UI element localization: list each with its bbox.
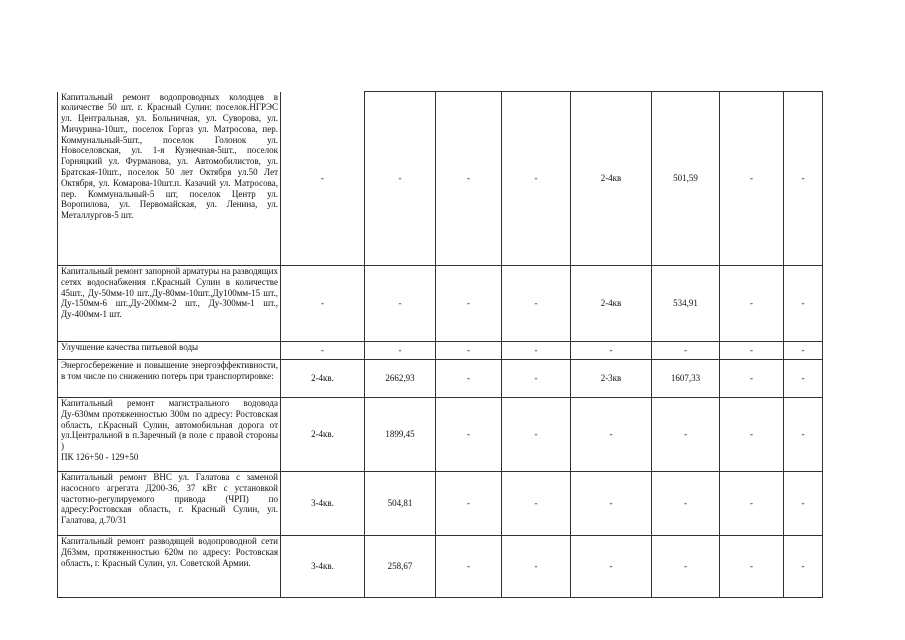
- table-cell: 1607,33: [652, 360, 720, 398]
- table-row: [58, 536, 823, 598]
- table-cell: 504,81: [365, 472, 436, 536]
- table-cell: -: [652, 536, 720, 598]
- row-description: Улучшение качества питьевой воды: [58, 342, 281, 360]
- row-description: Капитальный ремонт запорной арматуры на разводящих сетях водоснабжения г.Красный Сулин в количестве 45шт., Ду-50мм-10 шт.,Ду-80мм-10шт.,Ду100мм-15 шт., Ду-150мм-6 шт.,Ду-200мм-2 шт., Ду-300мм-1 шт., Ду-400мм-1 шт.: [58, 266, 281, 342]
- table-cell: -: [720, 398, 784, 472]
- table-cell: 501,59: [652, 92, 720, 266]
- table-row: [58, 360, 823, 398]
- table-cell: 258,67: [365, 536, 436, 598]
- table-cell: -: [502, 92, 571, 266]
- table-cell: -: [436, 266, 502, 342]
- table-cell: -: [784, 472, 823, 536]
- investment-program-table: [57, 91, 823, 598]
- table-row: [58, 92, 823, 266]
- table-cell: 3-4кв.: [281, 472, 365, 536]
- table-cell: 2-4кв: [571, 92, 652, 266]
- table-cell: 2-4кв: [571, 266, 652, 342]
- table-row: [58, 342, 823, 360]
- table-cell: 1899,45: [365, 398, 436, 472]
- table-cell: -: [571, 342, 652, 360]
- table-cell: -: [436, 536, 502, 598]
- table-cell: 2-3кв: [571, 360, 652, 398]
- table-cell: -: [502, 266, 571, 342]
- table-cell: -: [281, 342, 365, 360]
- table-cell: -: [784, 266, 823, 342]
- table-cell: 534,91: [652, 266, 720, 342]
- table-cell: -: [720, 536, 784, 598]
- table-cell: 2662,93: [365, 360, 436, 398]
- table-cell: 3-4кв.: [281, 536, 365, 598]
- row-description: Капитальный ремонт магистрального водовода Ду-630мм протяженностью 300м по адресу: Ростовская область, г.Красный Сулин, автомобильная дорога от ул.Центральной в п.Заречный (в поле с правой стороны ) ПК 126+50 - 129+50: [58, 398, 281, 472]
- table-cell: -: [502, 360, 571, 398]
- table-cell: -: [652, 398, 720, 472]
- table-cell: -: [784, 92, 823, 266]
- table-row: [58, 398, 823, 472]
- table-cell: -: [571, 472, 652, 536]
- table-cell: 2-4кв.: [281, 398, 365, 472]
- table-cell: -: [784, 536, 823, 598]
- table-cell: -: [281, 266, 365, 342]
- table-cell: -: [436, 472, 502, 536]
- table-cell: -: [365, 92, 436, 266]
- table-cell: -: [720, 360, 784, 398]
- table-cell: -: [571, 536, 652, 598]
- table-cell: -: [436, 342, 502, 360]
- table-cell: -: [365, 342, 436, 360]
- table-cell: -: [502, 536, 571, 598]
- table-cell: -: [436, 92, 502, 266]
- table-cell: -: [784, 360, 823, 398]
- table-cell: -: [502, 342, 571, 360]
- table-cell: -: [365, 266, 436, 342]
- table-cell: -: [502, 472, 571, 536]
- table-cell: -: [436, 398, 502, 472]
- table-cell: -: [720, 342, 784, 360]
- table-cell: -: [720, 266, 784, 342]
- row-description: Капитальный ремонт водопроводных колодцев в количестве 50 шт. г. Красный Сулин: поселок.НГРЭС ул. Центральная, ул. Больничная, ул. Суворова, ул. Мичурина-10шт., поселок Горгаз ул. Матросова, пер. Коммунальный-5шт., поселок Голонок ул. Новоселовская, ул. 1-я Кузнечная-5шт., поселок Горняцкий ул. Фурманова, ул. Автомобилистов, ул. Братская-10шт., поселок 50 лет Октября ул.50 Лет Октября, ул. Комарова-10шт.п. Казачий ул. Матросова, пер. Коммунальный-5 шт, поселок Центр ул. Воропилова, ул. Первомайская, ул. Ленина, ул. Металлургов-5 шт.: [58, 92, 281, 266]
- table-cell: -: [720, 472, 784, 536]
- row-description: Энергосбережение и повышение энергоэффективности, в том числе по снижению потерь при транспортировке:: [58, 360, 281, 398]
- row-description: Капитальный ремонт разводящей водопроводной сети Д63мм, протяженностью 620м по адресу: Ростовская область, г. Красный Сулин, ул. Советской Армии.: [58, 536, 281, 598]
- table-cell: -: [784, 398, 823, 472]
- table-cell: -: [571, 398, 652, 472]
- table-row: [58, 472, 823, 536]
- table-cell: -: [281, 92, 365, 266]
- table-cell: 2-4кв.: [281, 360, 365, 398]
- table-cell: -: [502, 398, 571, 472]
- table-row: [58, 266, 823, 342]
- row-description: Капитальный ремонт ВНС ул. Галатова с заменой насосного агрегата Д200-36, 37 кВт с установкой частотно-регулируемого привода (ЧРП) по адресу:Ростовская область, г. Красный Сулин, ул. Галатова, д.70/31: [58, 472, 281, 536]
- table-cell: -: [720, 92, 784, 266]
- table-cell: -: [436, 360, 502, 398]
- table-cell: -: [784, 342, 823, 360]
- table-cell: -: [652, 472, 720, 536]
- table-cell: -: [652, 342, 720, 360]
